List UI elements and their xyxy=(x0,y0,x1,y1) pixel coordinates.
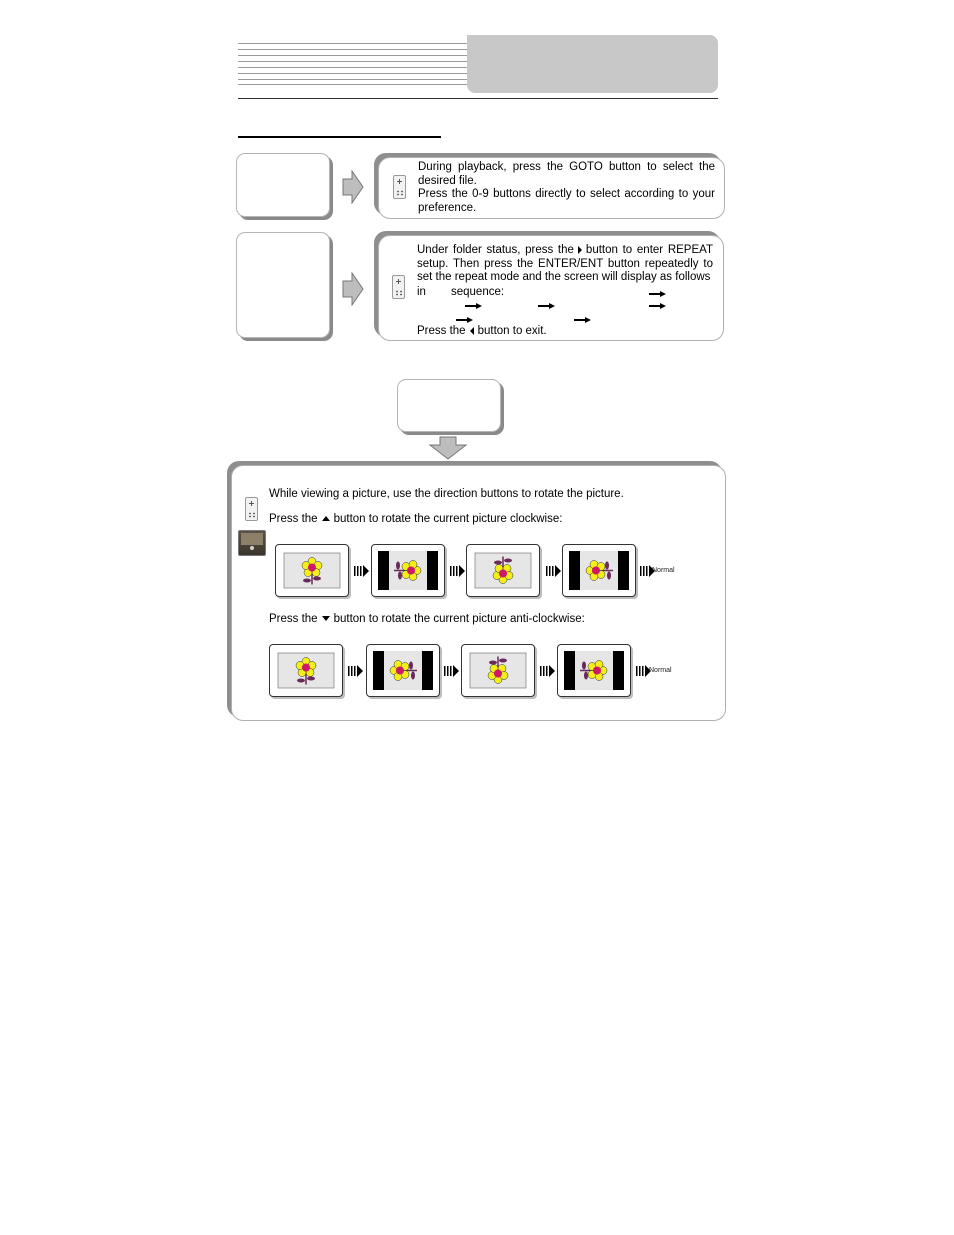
left-triangle-icon xyxy=(470,327,474,335)
playback-text-1: During playback, press the GOTO button to select the desired file. xyxy=(418,161,715,187)
normal-label-ccw: Normal xyxy=(649,667,672,674)
repeat-exit-b: button to exit. xyxy=(477,325,547,337)
rotate-intro: While viewing a picture, use the direction buttons to rotate the picture. xyxy=(269,488,624,500)
sequence-arrow-icon xyxy=(574,317,591,323)
repeat-text-b: button to enter REPEAT setup. Then press the ENTER/ENT button repeatedly to set the repeat mode and the screen will display as follows xyxy=(417,244,713,283)
repeat-exit-text xyxy=(417,325,547,339)
repeat-exit-a: Press the xyxy=(417,325,466,337)
step-arrow-icon xyxy=(450,565,465,577)
remote-icon xyxy=(245,497,258,521)
label-box-goto xyxy=(236,153,330,217)
sequence-arrow-icon xyxy=(465,303,482,309)
laptop-icon xyxy=(238,530,266,556)
remote-icon xyxy=(392,275,405,299)
label-box-rotate xyxy=(397,379,501,432)
down-triangle-icon xyxy=(322,616,330,621)
step-arrow-icon xyxy=(540,665,555,677)
header-lines xyxy=(238,43,468,85)
section-heading-underline xyxy=(238,136,441,138)
picture-frame-rotated-270-ccw xyxy=(366,644,440,697)
normal-label-cw: Normal xyxy=(652,567,675,574)
repeat-text-a: Under folder status, press the xyxy=(417,244,574,256)
right-triangle-icon xyxy=(578,246,582,254)
picture-frame-rotated-180-ccw xyxy=(461,644,535,697)
rotate-ccw-text xyxy=(269,613,585,627)
repeat-text xyxy=(417,244,713,285)
step-arrow-icon xyxy=(444,665,459,677)
picture-frame-normal xyxy=(275,544,349,597)
down-arrow-icon xyxy=(429,436,467,460)
label-box-repeat xyxy=(236,232,330,338)
rotate-ccw-a: Press the xyxy=(269,613,318,625)
picture-frame-normal-ccw xyxy=(269,644,343,697)
picture-frame-rotated-270 xyxy=(562,544,636,597)
rotate-ccw-b: button to rotate the current picture anti-clockwise: xyxy=(333,613,585,625)
picture-frame-rotated-90 xyxy=(371,544,445,597)
picture-frame-rotated-180 xyxy=(466,544,540,597)
sequence-arrow-icon xyxy=(538,303,555,309)
repeat-word-sequence: sequence: xyxy=(451,286,505,298)
rotate-cw-b: button to rotate the current picture clockwise: xyxy=(333,513,563,525)
step-arrow-icon xyxy=(354,565,369,577)
step-arrow-icon xyxy=(546,565,561,577)
playback-info-box xyxy=(378,157,725,219)
picture-frame-rotated-90-ccw xyxy=(557,644,631,697)
step-arrow-icon xyxy=(348,665,363,677)
remote-icon xyxy=(393,175,406,199)
header-rule xyxy=(238,98,718,99)
right-arrow-icon xyxy=(342,272,364,306)
repeat-word-in: in xyxy=(417,286,426,298)
right-arrow-icon xyxy=(342,170,364,204)
header-title-box xyxy=(467,35,718,93)
playback-text-2: Press the 0-9 buttons directly to select according to your preference. xyxy=(418,188,715,214)
sequence-arrow-icon xyxy=(649,303,666,309)
rotate-cw-a: Press the xyxy=(269,513,318,525)
up-triangle-icon xyxy=(322,516,330,521)
sequence-arrow-icon xyxy=(456,317,473,323)
rotate-cw-text xyxy=(269,513,562,527)
sequence-arrow-icon xyxy=(649,291,666,297)
repeat-info-box xyxy=(378,235,724,341)
